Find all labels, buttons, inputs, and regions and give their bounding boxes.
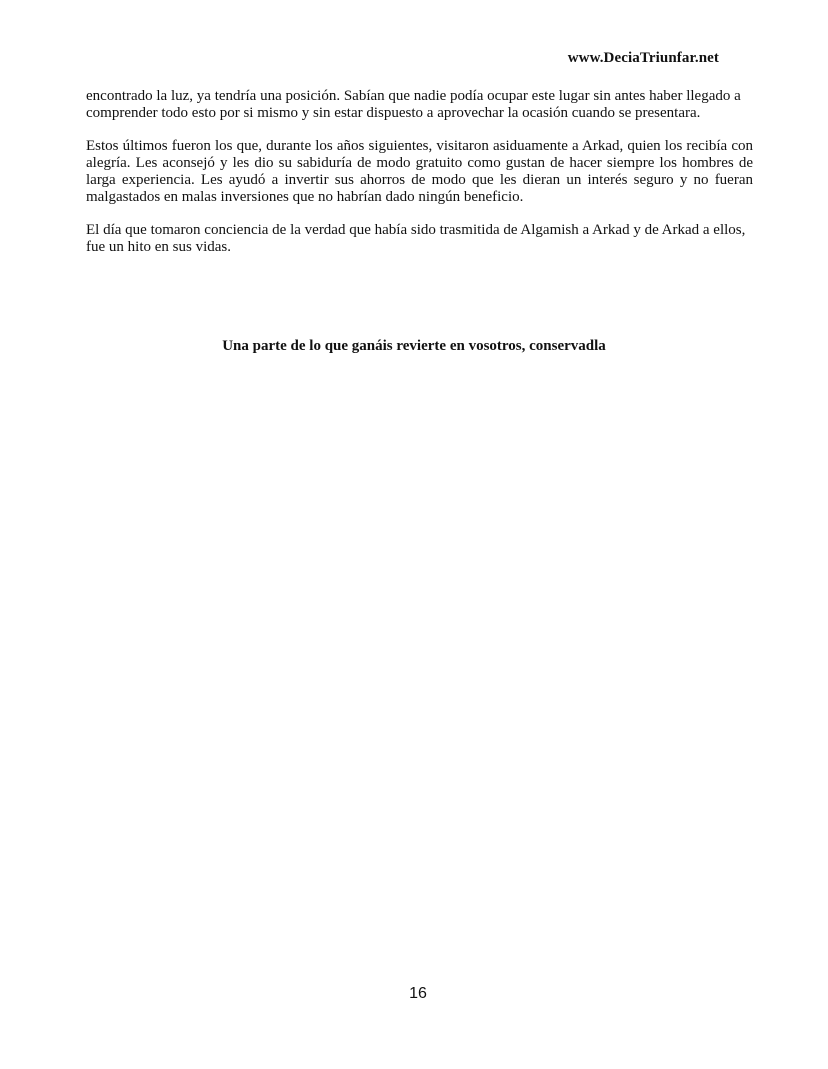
section-heading: Una parte de lo que ganáis revierte en vosotros, conservadla — [222, 338, 606, 354]
paragraph-2: Estos últimos fueron los que, durante los años siguientes, visitaron asiduamente a Arkad, quien los recibía con alegría. Les aconsejó y les dio su sabiduría de modo gratuito como gustan de hacer siempre los hombres de larga experiencia. Les ayudó a invertir sus ahorros de modo que les dieran un interés seguro y no fueran malgastados en malas inversiones que no habrían dado ningún beneficio. — [86, 138, 753, 205]
paragraph-3: El día que tomaron conciencia de la verdad que había sido trasmitida de Algamish a Arkad y de Arkad a ellos, fue un hito en sus vidas. — [86, 222, 746, 255]
header-url: www.DeciaTriunfar.net — [567, 50, 719, 66]
page-number: 16 — [409, 985, 427, 1002]
body-text — [86, 88, 753, 272]
paragraph-1: encontrado la luz, ya tendría una posición. Sabían que nadie podía ocupar este lugar sin antes haber llegado a comprender todo esto por si mismo y sin estar dispuesto a aprovechar la ocasión cuando se presentara. — [86, 88, 741, 121]
